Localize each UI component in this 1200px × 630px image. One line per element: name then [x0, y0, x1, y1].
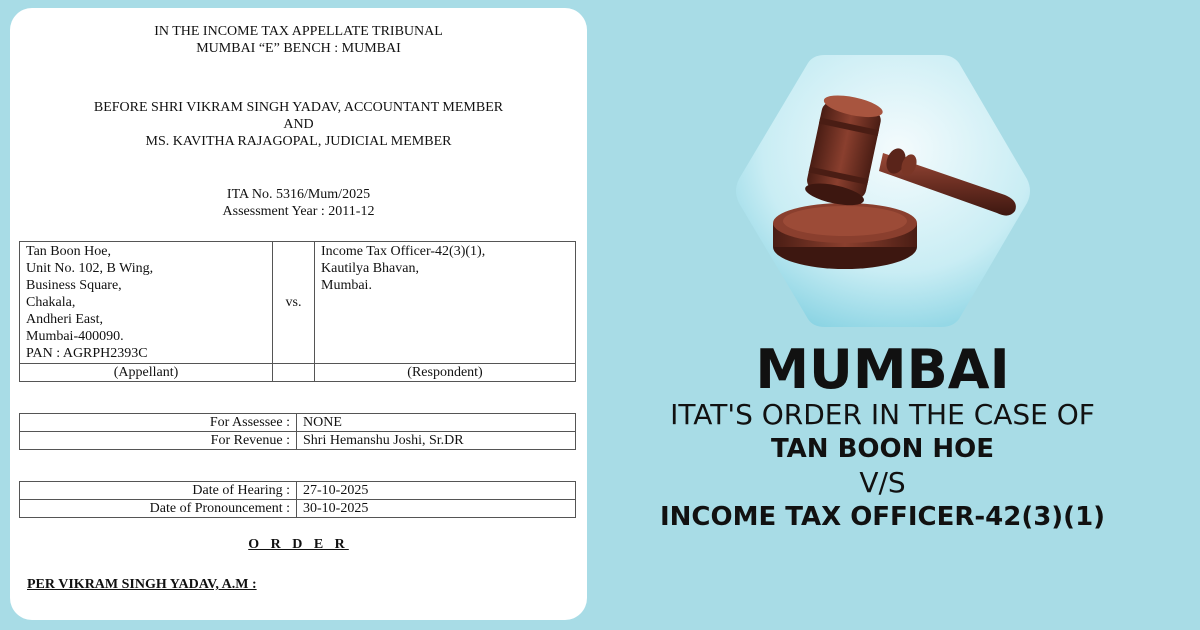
order-subtitle: ITAT'S ORDER IN THE CASE OF: [670, 398, 1095, 431]
table-row: [20, 432, 576, 450]
appellant-line: Chakala,: [26, 295, 76, 310]
respondent-line: Mumbai.: [321, 278, 372, 293]
table-row: [20, 482, 576, 500]
case-number-block: [10, 186, 587, 220]
appellant-pan: PAN : AGRPH2393C: [26, 346, 148, 361]
judicial-member: MS. KAVITHA RAJAGOPAL, JUDICIAL MEMBER: [145, 134, 452, 149]
respondent-line: Income Tax Officer-42(3)(1),: [321, 244, 486, 259]
empty-cell: [273, 364, 315, 382]
appearance-label: For Revenue :: [20, 432, 297, 450]
appearance-label: For Assessee :: [20, 414, 297, 432]
appearance-value: NONE: [297, 414, 576, 432]
pronouncement-date-label: Date of Pronouncement :: [20, 500, 297, 518]
table-row: [20, 414, 576, 432]
hearing-date-label: Date of Hearing :: [20, 482, 297, 500]
appellant-line: Mumbai-400090.: [26, 329, 124, 344]
appellant-line: Business Square,: [26, 278, 122, 293]
appellant-line: Tan Boon Hoe,: [26, 244, 111, 259]
order-document: [10, 8, 587, 620]
appellant-name: TAN BOON HOE: [770, 434, 995, 464]
appearances-table: [19, 413, 576, 450]
respondent-address: [315, 242, 576, 364]
appellant-role: (Appellant): [20, 364, 273, 382]
table-row: [20, 500, 576, 518]
respondent-role: (Respondent): [315, 364, 576, 382]
tribunal-heading: [10, 23, 587, 57]
versus-text: V/S: [859, 466, 906, 499]
appellant-address: [20, 242, 273, 364]
order-title: O R D E R: [248, 537, 349, 552]
hearing-date-value: 27-10-2025: [297, 482, 576, 500]
per-member-line: PER VIKRAM SINGH YADAV, A.M :: [27, 577, 257, 592]
city-title: MUMBAI: [755, 338, 1010, 401]
tribunal-name: IN THE INCOME TAX APPELLATE TRIBUNAL: [154, 24, 443, 39]
assessment-year: Assessment Year : 2011-12: [222, 204, 375, 219]
respondent-name: INCOME TAX OFFICER-42(3)(1): [659, 502, 1106, 532]
appellant-line: Andheri East,: [26, 312, 103, 327]
respondent-line: Kautilya Bhavan,: [321, 261, 419, 276]
gavel-image: [733, 55, 1033, 327]
pronouncement-date-value: 30-10-2025: [297, 500, 576, 518]
appearance-value: Shri Hemanshu Joshi, Sr.DR: [297, 432, 576, 450]
bench-name: MUMBAI “E” BENCH : MUMBAI: [196, 41, 401, 56]
and-text: AND: [283, 117, 314, 132]
ita-number: ITA No. 5316/Mum/2025: [226, 187, 371, 202]
parties-table: [19, 241, 576, 382]
bench-members: [10, 99, 587, 150]
dates-table: [19, 481, 576, 518]
versus-cell: vs.: [273, 242, 315, 364]
appellant-line: Unit No. 102, B Wing,: [26, 261, 154, 276]
gavel-icon: [733, 55, 1033, 327]
accountant-member: BEFORE SHRI VIKRAM SINGH YADAV, ACCOUNTANT MEMBER: [93, 100, 504, 115]
